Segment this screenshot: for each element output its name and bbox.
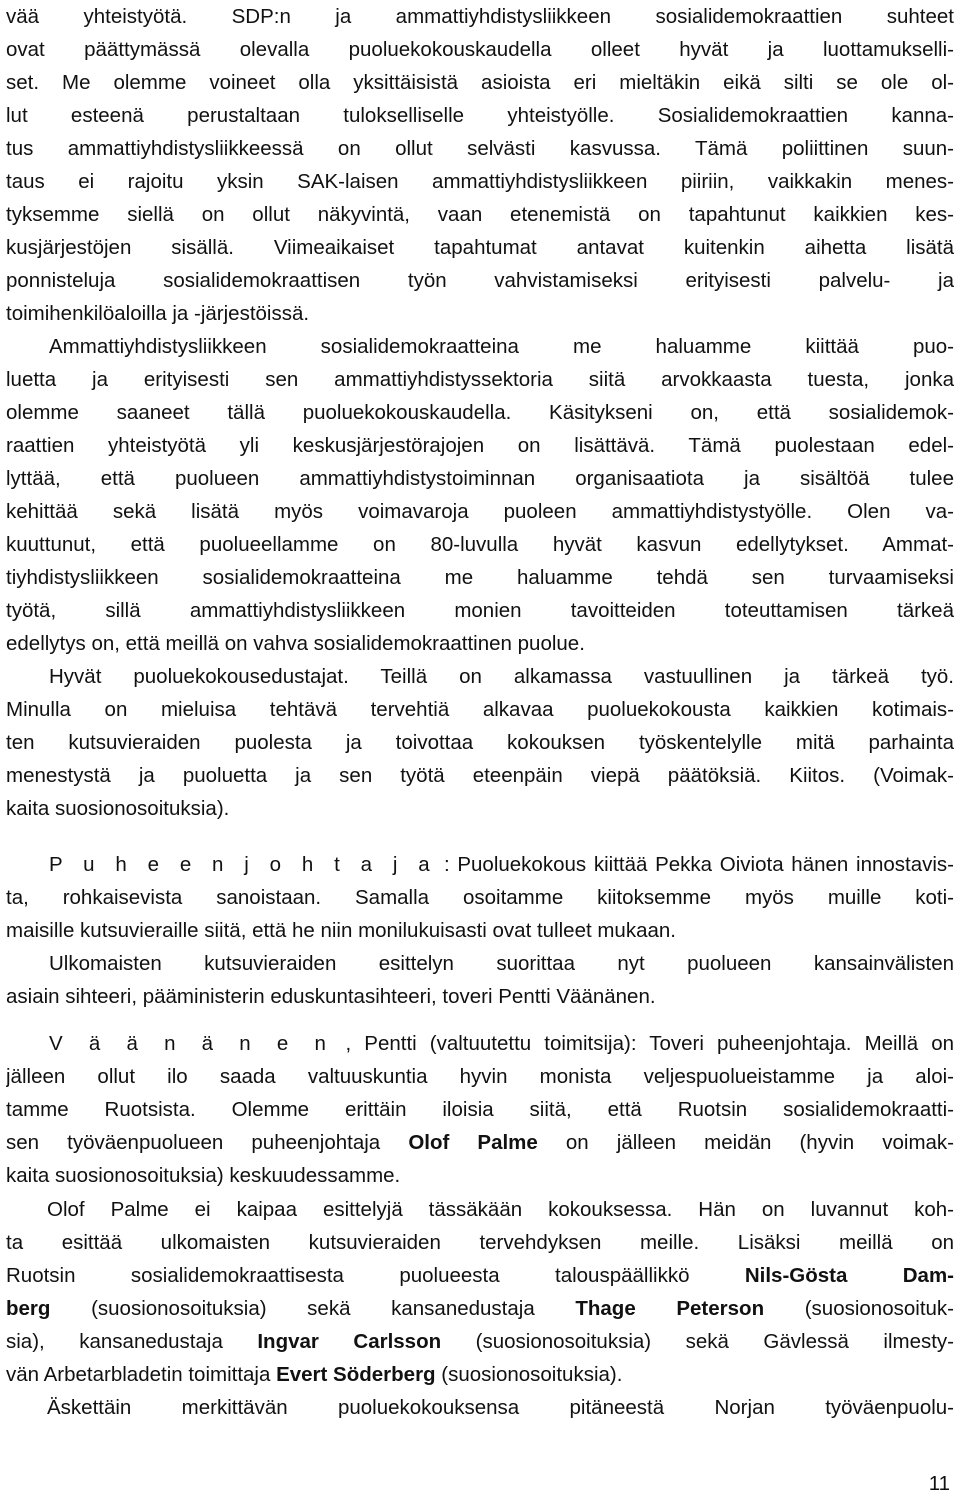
text-line: olemme saaneet tällä puoluekokouskaudella. Käsitykseni on, että sosialidemok- [6, 401, 954, 424]
text-segment: sia), kansanedustaja [6, 1330, 258, 1353]
text-line: tamme Ruotsista. Olemme erittäin iloisia siitä, että Ruotsin sosialidemokraatti- [6, 1098, 954, 1121]
text-line: edellytys on, että meillä on vahva sosialidemokraattinen puolue. [6, 632, 585, 655]
person-name: Evert Söderberg [276, 1363, 436, 1386]
text-line: tyksemme siellä on ollut näkyvintä, vaan etenemistä on tapahtunut kaikkien kes- [6, 203, 954, 226]
text-line: kaita suosionosoituksia). [6, 797, 230, 820]
page-number: 11 [928, 1472, 950, 1495]
text-line [6, 1126, 954, 1159]
text-line: ovat päättymässä olevalla puoluekokouskaudella olleet hyvät ja luottamukselli- [6, 38, 954, 61]
text-line: Minulla on mieluisa tehtävä tervehtiä alkavaa puoluekokousta kaikkien kotimais- [6, 698, 954, 721]
text-line: toimihenkilöaloilla ja -järjestöissä. [6, 302, 310, 325]
speaker-line [49, 1027, 954, 1060]
text-line: lyttää, että puolueen ammattiyhdistystoiminnan organisaatiota ja sisältöä tulee [6, 467, 954, 490]
text-line [6, 1292, 954, 1325]
text-line: ta, rohkaisevista sanoistaan. Samalla osoitamme kiitoksemme myös muille koti- [6, 886, 954, 909]
text-line: set. Me olemme voineet olla yksittäisistä asioista eri mieltäkin eikä silti se ole ol- [6, 71, 954, 94]
text-line: tus ammattiyhdistysliikkeessä on ollut selvästi kasvussa. Tämä poliittinen suun- [6, 137, 954, 160]
speaker-line [49, 848, 954, 881]
text-line: Ammattiyhdistysliikkeen sosialidemokraatteina me haluamme kiittää puo- [49, 335, 954, 358]
person-name: berg [6, 1297, 51, 1320]
text-segment: , Pentti (valtuutettu toimitsija): Toveri puheenjohtaja. Meillä on [332, 1032, 954, 1055]
text-line: tiyhdistysliikkeen sosialidemokraatteina me haluamme tehdä sen turvaamiseksi [6, 566, 954, 589]
text-line: asiain sihteeri, pääministerin eduskuntasihteeri, toveri Pentti Väänänen. [6, 985, 656, 1008]
text-line: taus ei rajoitu yksin SAK-laisen ammattiyhdistysliikkeen piiriin, vaikkakin menes- [6, 170, 954, 193]
text-line: Äskettäin merkittävän puoluekokouksensa pitäneestä Norjan työväenpuolu- [47, 1396, 954, 1419]
speaker-name: V ä ä n ä n e n [49, 1032, 333, 1055]
person-name: Ingvar Carlsson [257, 1330, 442, 1353]
text-segment: (suosionosoituk- [764, 1297, 954, 1320]
text-segment: sen työväenpuolueen puheenjohtaja [6, 1131, 409, 1154]
text-segment: : Puoluekokous kiittää Pekka Oiviota hänen innostavis- [436, 853, 954, 876]
text-segment: Ruotsin sosialidemokraattisesta puolueesta talouspäällikkö [6, 1264, 745, 1287]
text-line: kehittää sekä lisätä myös voimavaroja puoleen ammattiyhdistystyölle. Olen va- [6, 500, 954, 523]
text-line: menestystä ja puoluetta ja sen työtä eteenpäin viepä päätöksiä. Kiitos. (Voimak- [6, 764, 954, 787]
text-line: raattien yhteistyötä yli keskusjärjestörajojen on lisättävä. Tämä puolestaan edel- [6, 434, 954, 457]
person-name: Nils-Gösta Dam- [744, 1264, 954, 1287]
text-line: Olof Palme ei kaipaa esittelyjä tässäkään kokouksessa. Hän on luvannut koh- [47, 1198, 954, 1221]
text-line: luetta ja erityisesti sen ammattiyhdistyssektoria siitä arvokkaasta tuesta, jonka [6, 368, 954, 391]
person-name: Olof Palme [408, 1131, 538, 1154]
speaker-name: P u h e e n j o h t a j a [49, 853, 437, 876]
text-segment: vän Arbetarbladetin toimittaja [6, 1363, 277, 1386]
text-line: vää yhteistyötä. SDP:n ja ammattiyhdistysliikkeen sosialidemokraattien suhteet [6, 5, 954, 28]
text-line: jälleen ollut ilo saada valtuuskuntia hyvin monista veljespuolueistamme ja aloi- [6, 1065, 954, 1088]
text-line: maisille kutsuvieraille siitä, että he niin monilukuisasti ovat tulleet mukaan. [6, 919, 676, 942]
text-line [6, 1325, 954, 1358]
text-line: lut esteenä perustaltaan tulokselliselle yhteistyölle. Sosialidemokraattien kanna- [6, 104, 954, 127]
text-line: Ulkomaisten kutsuvieraiden esittelyn suorittaa nyt puolueen kansainvälisten [49, 952, 954, 975]
text-line [6, 1358, 954, 1391]
text-line: kusjärjestöjen sisällä. Viimeaikaiset tapahtumat antavat kuitenkin aihetta lisätä [6, 236, 954, 259]
text-line: Hyvät puoluekokousedustajat. Teillä on alkamassa vastuullinen ja tärkeä työ. [49, 665, 954, 688]
text-line [6, 1259, 954, 1292]
text-segment: (suosionosoituksia). [435, 1363, 623, 1386]
person-name: Thage Peterson [575, 1297, 765, 1320]
text-line: kaita suosionosoituksia) keskuudessamme. [6, 1164, 401, 1187]
text-line: ta esittää ulkomaisten kutsuvieraiden tervehdyksen meille. Lisäksi meillä on [6, 1231, 954, 1254]
text-line: työtä, sillä ammattiyhdistysliikkeen monien tavoitteiden toteuttamisen tärkeä [6, 599, 954, 622]
text-line: ponnisteluja sosialidemokraattisen työn vahvistamiseksi erityisesti palvelu- ja [6, 269, 954, 292]
text-line: kuuttunut, että puolueellamme on 80-luvulla hyvät kasvun edellytykset. Ammat- [6, 533, 954, 556]
text-line: ten kutsuvieraiden puolesta ja toivottaa kokouksen työskentelylle mitä parhainta [6, 731, 954, 754]
text-segment: (suosionosoituksia) sekä Gävlessä ilmesty- [441, 1330, 954, 1353]
text-segment: on jälleen meidän (hyvin voimak- [537, 1131, 954, 1154]
text-segment: (suosionosoituksia) sekä kansanedustaja [50, 1297, 576, 1320]
